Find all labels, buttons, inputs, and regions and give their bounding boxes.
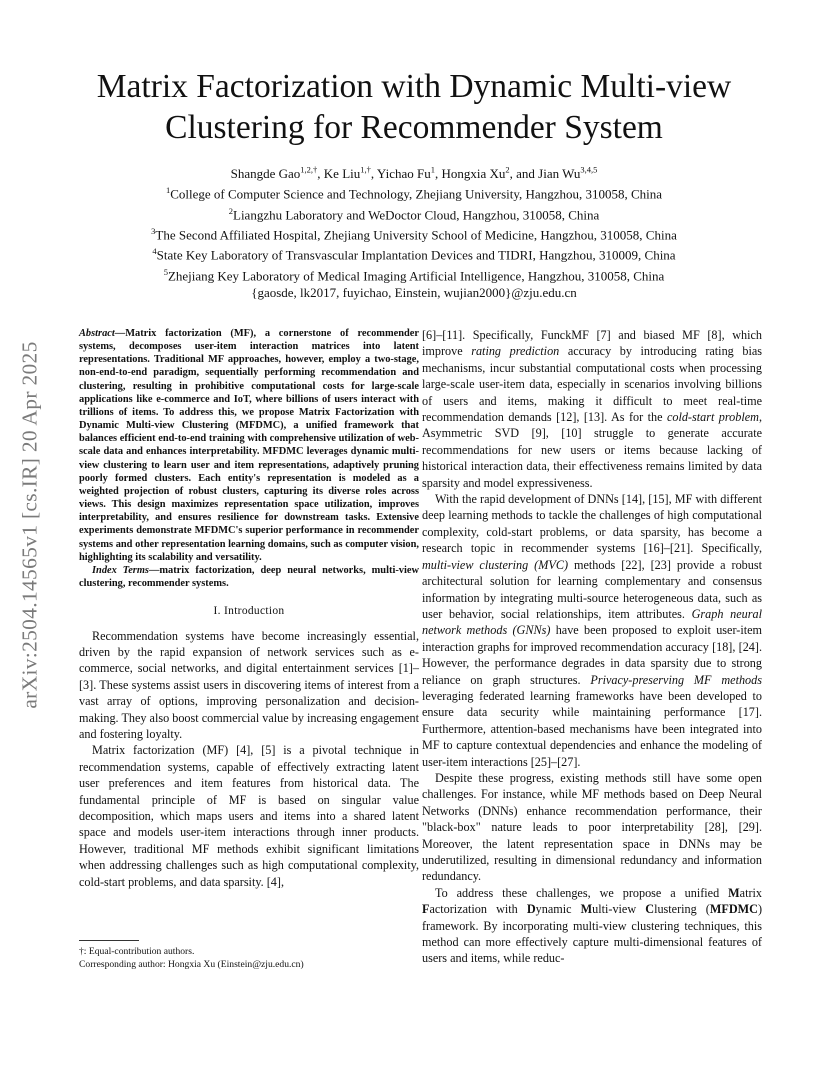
footnotes — [79, 940, 409, 972]
text-run: With the rapid development of DNNs [14], [15], MF with different deep learning methods to tackle the challenges of high computational complexity, cold-start problems, or data sparsity, has become a research topic in recommender systems [16]–[21]. Specifically, — [422, 492, 762, 556]
author-name: Hongxia Xu — [441, 166, 506, 182]
index-terms — [79, 564, 419, 590]
emphasis-term: multi-view clustering (MVC) — [422, 557, 569, 572]
body-paragraph: Despite these progress, existing methods still have some open challenges. For instance, while MF methods based on Deep Neural Networks (DNNs) enhance recommendation performance, their "black-box" nature leads to poor interpretability [28], [29]. Moreover, the latent representation space in DNNs may be underutilized, resulting in dimensional redundancy and information redundancy. — [422, 770, 762, 884]
text-run: [6]–[11]. Specifically, FunckMF [7] and biased MF [8], which improve — [422, 328, 762, 359]
text-run: ynamic — [535, 902, 581, 917]
affiliation-sup: 5 — [163, 266, 168, 277]
text-run: actorization with — [429, 902, 527, 917]
affiliation — [60, 182, 768, 202]
author-name: Yichao Fu — [376, 166, 431, 182]
emphasis-term: Graph neural network methods (GNNs) — [422, 606, 762, 638]
affiliation-text: Zhejiang Key Laboratory of Medical Imaging Artificial Intelligence, Hangzhou, 310058, China — [167, 267, 665, 283]
body-paragraph: Recommendation systems have become increasingly essential, driven by the rapid expansion of network services such as e-commerce, social networks, and digital entertainment services [1]–[3]. These systems assist users in discovering items of interest from a vast array of options, improving personalization and decision-making. They also boost commercial value by increasing engagement and fostering loyalty. — [79, 628, 419, 741]
body-paragraph — [422, 327, 762, 491]
text-run: leveraging federated learning frameworks have been developed to ensure data security while maintaining performance [17]. Furthermore, attention-based mechanisms have been integrated into MF to capture contextual dependencies and enhance the modeling of user-item interactions [25]–[27]. — [422, 688, 762, 769]
affiliation-text: College of Computer Science and Technology, Zhejiang University, Hangzhou, 310058, China — [170, 186, 663, 202]
affiliation-text: The Second Affiliated Hospital, Zhejiang University School of Medicine, Hangzhou, 310058, China — [155, 227, 677, 243]
footnote-equal-contribution: †: Equal-contribution authors. — [79, 946, 195, 957]
affiliation — [60, 264, 768, 284]
footnote-rule — [79, 940, 139, 941]
arxiv-sidebar-stamp — [13, 295, 47, 755]
body-paragraph: Matrix factorization (MF) [4], [5] is a pivotal technique in recommendation systems, capable of effectively extracting latent user preferences and item features from historical data. The fundamental principle of MF is based on singular value decomposition, which maps users and items into a shared latent space and models user-item interactions through inner products. However, traditional MF methods exhibit significant limitations when addressing challenges such as high computational complexity, cold-start problems, and data sparsity. [4], — [79, 743, 419, 889]
emphasis-term: Privacy-preserving MF methods — [590, 672, 762, 687]
left-column — [79, 327, 419, 890]
footnote-corresponding-author: Corresponding author: Hongxia Xu (Einstein@zju.edu.cn) — [79, 958, 304, 970]
affiliation — [60, 203, 768, 223]
author-sup: 1 — [430, 165, 435, 175]
affiliation-sup: 4 — [152, 246, 157, 257]
affiliation-sup: 1 — [165, 185, 171, 196]
title-line-2: Clustering for Recommender System — [165, 109, 663, 146]
emphasis-term: rating prediction — [471, 344, 560, 359]
arxiv-identifier: arXiv:2504.14565v1 [cs.IR] 20 Apr 2025 — [17, 341, 42, 709]
index-terms-label: Index Terms — [92, 564, 149, 576]
affiliation — [60, 243, 768, 263]
affiliation-sup: 2 — [228, 205, 233, 216]
text-run: ) framework. By incorporating multi-view clustering techniques, this method can more effectively capture multi-dimensional features of users and items, while reduc- — [422, 902, 762, 966]
text-run: , Asymmetric SVD [9], [10] struggle to generate accurate recommendations for new users or items because lacking of historical interaction data, their effectiveness remains limited by data sparsity and model expressiveness. — [422, 410, 762, 490]
author-sup: 1,2,† — [300, 165, 318, 175]
abstract-text: —Matrix factorization (MF), a cornerstone of recommender systems, decomposes user-item interaction matrices into latent representations. Traditional MF approaches, however, employ a two-stage, non-end-to-end paradigm, sequentially performing recommendation and clustering, resulting in prohibitive computational costs for large-scale applications like e-commerce and IoT, where billions of users interact with trillions of items. To address this, we propose Matrix Factorization with Dynamic Multi-view Clustering (MFDMC), a unified framework that balances efficient end-to-end training with comprehensive utilization of web-scale data and enhances interpretability. MFDMC leverages dynamic multi-view clustering to learn user and item representations, adaptively pruning poorly formed clusters. Each entity's representation is modeled as a weighted projection of robust clusters, capturing its diverse roles across views. This design maximizes representation space utilization, improves interpretability, and ensures resilience for downstream tasks. Extensive experiments demonstrate MFDMC's superior performance in recommender systems and other representation learning domains, such as computer vision, highlighting its scalability and versatility. — [79, 328, 419, 563]
bold-initial: M — [728, 885, 740, 900]
author-sup: 1,† — [360, 165, 371, 175]
emphasis-term: cold-start problem — [666, 410, 759, 425]
text-run: methods [22], [23] provide a robust architectural solution for learning complementary and consensus information by integrating multi-source heterogeneous data, such as user behavior, social relationships, item attributes. — [422, 557, 762, 621]
paper-title — [60, 66, 768, 148]
bold-initial: D — [526, 902, 536, 917]
author-sup: 2 — [505, 165, 510, 175]
text-run: accuracy by introducing rating bias mechanisms, incur substantial computational costs when processing large-scale user-item data, especially in scenarios involving billions of users and items, making it difficult to meet real-time recommendation demands [12], [13]. As for the — [422, 344, 762, 425]
author-emails: {gaosde, lk2017, fuyichao, Einstein, wujian2000}@zju.edu.cn — [251, 284, 577, 300]
text-run: atrix — [739, 885, 762, 900]
abstract — [79, 327, 419, 564]
bold-abbreviation: MFDMC — [709, 902, 758, 917]
author-name: Shangde Gao — [230, 166, 301, 182]
affiliation — [60, 223, 768, 243]
body-paragraph — [422, 491, 762, 770]
affiliation-text: Liangzhu Laboratory and WeDoctor Cloud, Hangzhou, 310058, China — [233, 206, 600, 222]
text-run: ulti-view — [592, 902, 646, 917]
author-name: Ke Liu — [323, 166, 361, 182]
author-block — [60, 162, 768, 301]
affiliation-sup: 3 — [151, 225, 156, 236]
text-run: lustering ( — [654, 902, 710, 917]
author-sup: 3,4,5 — [580, 165, 598, 175]
section-heading-introduction: I. Introduction — [213, 605, 285, 618]
affiliation-text: State Key Laboratory of Transvascular Implantation Devices and TIDRI, Hangzhou, 310009, China — [156, 247, 676, 263]
right-column — [422, 327, 762, 967]
index-terms-text: —matrix factorization, deep neural networks, multi-view clustering, recommender systems. — [79, 564, 419, 589]
bold-initial: M — [580, 902, 593, 917]
body-paragraph — [422, 885, 762, 967]
author-name: and Jian Wu — [516, 166, 581, 182]
author-list: Shangde Gao$^{1,2,\dagger}$, Ke Liu$^{1,\dagger}$, Yichao Fu$^1$, Hongxia Xu$^2$, and Jian Wu$^{3,4,5}$ — [230, 165, 598, 182]
bold-initial: C — [645, 902, 655, 917]
bold-initial: F — [422, 902, 430, 917]
title-line-1: Matrix Factorization with Dynamic Multi-view — [96, 68, 732, 105]
text-run: have been proposed to exploit user-item interaction graphs for improved recommendation accuracy [18], [24]. However, the performance degrades in data sparsity due to strong reliance on graph structures. — [422, 623, 762, 687]
text-run: To address these challenges, we propose a unified — [435, 885, 729, 900]
abstract-label: Abstract — [79, 328, 115, 339]
